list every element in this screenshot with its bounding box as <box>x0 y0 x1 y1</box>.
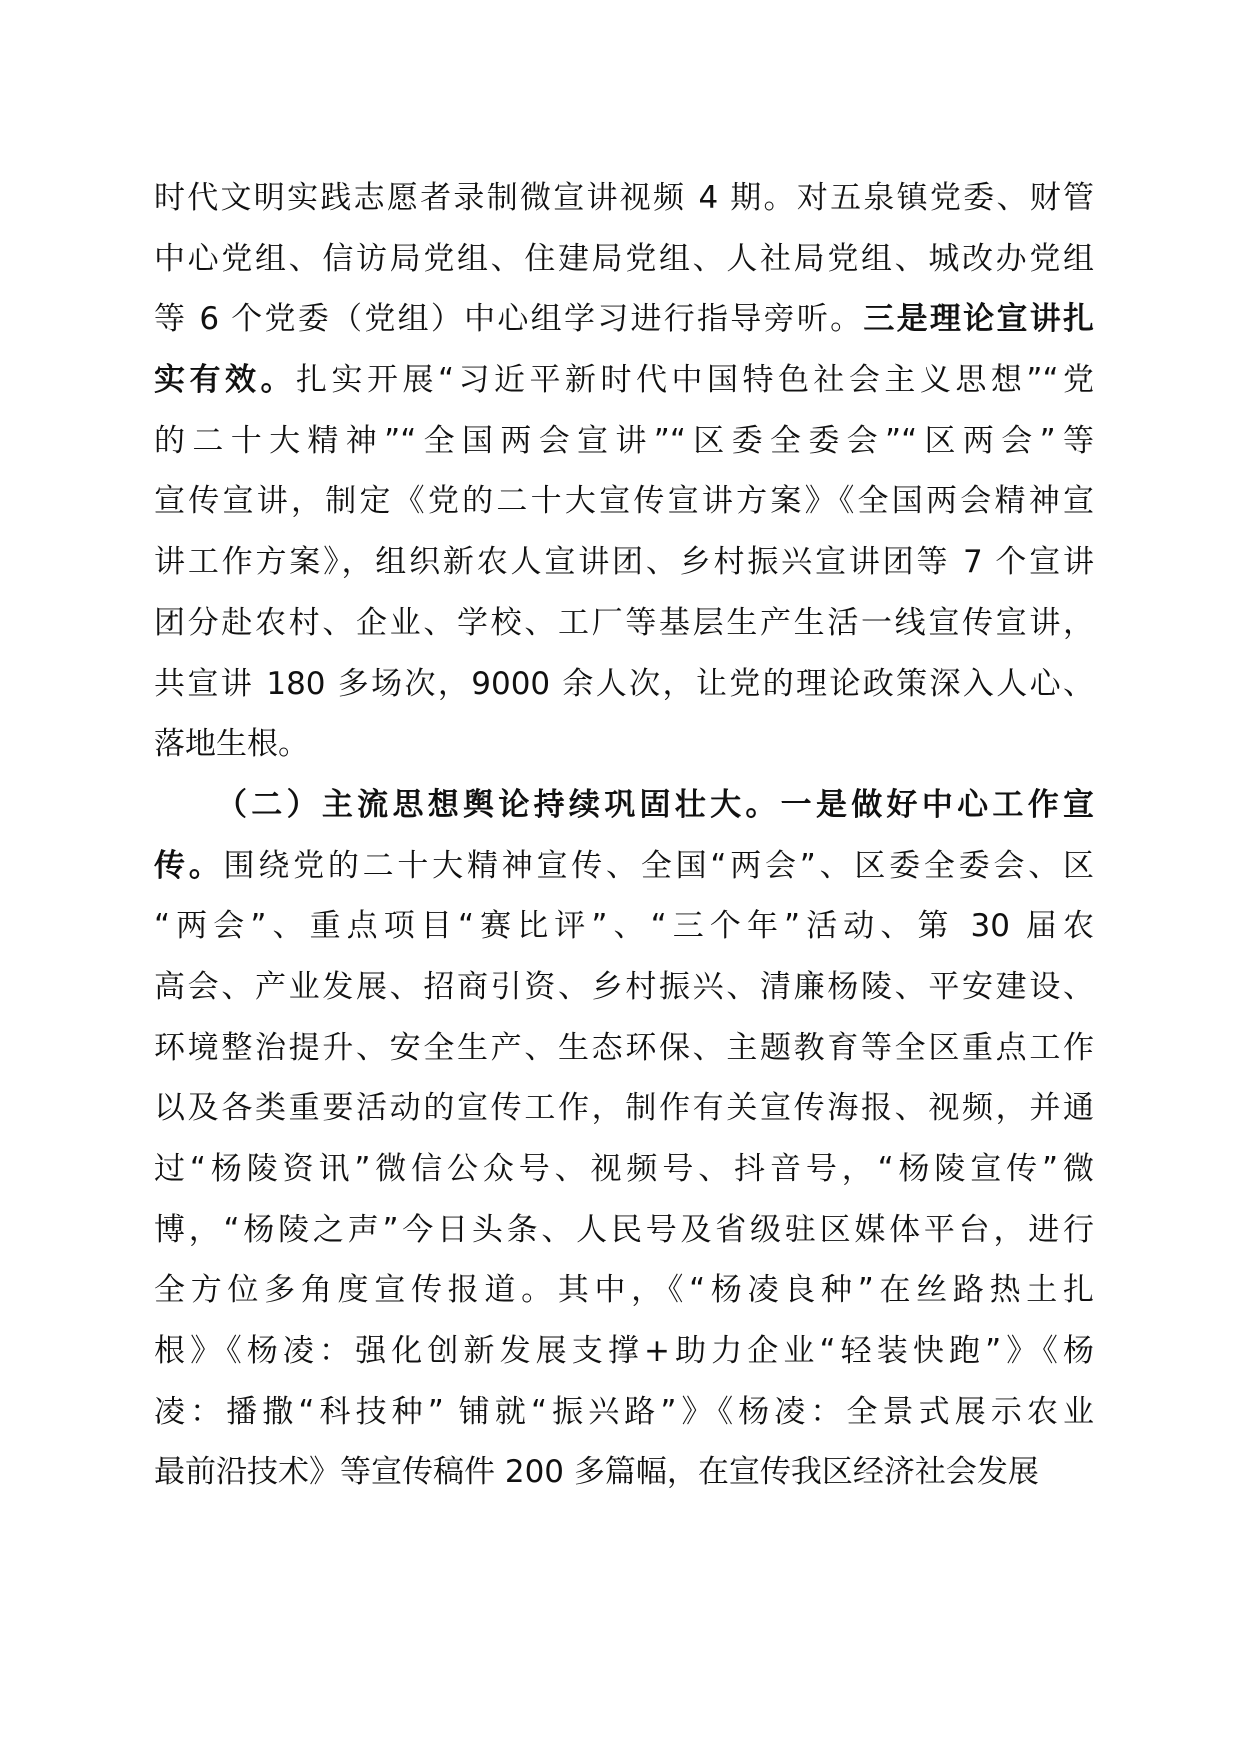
text-line <box>154 1442 1094 1503</box>
text-line <box>154 957 1094 1018</box>
text-run: 共宣讲 180 多场次，9000 余人次，让党的理论政策深入人心、 <box>154 665 1094 702</box>
text-line <box>154 836 1094 897</box>
text-line <box>154 350 1094 411</box>
text-run: 讲工作方案》，组织新农人宣讲团、乡村振兴宣讲团等 7 个宣讲 <box>154 544 1094 581</box>
text-line <box>154 229 1094 290</box>
text-line <box>154 775 1094 836</box>
text-run: 全方位多角度宣传报道。其中，《“杨凌良种”在丝路热土扎 <box>154 1272 1094 1309</box>
text-run: 扎实开展“习近平新时代中国特色社会主义思想”“党 <box>295 362 1095 399</box>
text-line <box>154 1200 1094 1261</box>
text-line <box>154 1382 1094 1443</box>
text-run: 的二十大精神”“全国两会宣讲”“区委全委会”“区两会”等 <box>154 422 1094 459</box>
text-line <box>154 471 1094 532</box>
bold-text: 实有效。 <box>154 362 296 399</box>
text-run: 落地生根。 <box>154 726 309 763</box>
text-line <box>154 1260 1094 1321</box>
text-run: 中心党组、信访局党组、住建局党组、人社局党组、城改办党组 <box>154 240 1094 277</box>
text-run: 等 6 个党委（党组）中心组学习进行指导旁听。 <box>154 301 864 338</box>
text-line <box>154 896 1094 957</box>
text-line <box>154 714 1094 775</box>
text-run: 宣传宣讲，制定《党的二十大宣传宣讲方案》《全国两会精神宣 <box>154 483 1094 520</box>
bold-text: 三是理论宣讲扎 <box>863 301 1094 338</box>
text-run: 过“杨陵资讯”微信公众号、视频号、抖音号，“杨陵宣传”微 <box>154 1151 1094 1187</box>
text-line <box>154 1018 1094 1079</box>
text-line <box>154 593 1094 654</box>
text-line <box>154 168 1094 229</box>
text-run: 以及各类重要活动的宣传工作，制作有关宣传海报、视频，并通 <box>154 1090 1094 1127</box>
text-run: 围绕党的二十大精神宣传、全国“两会”、区委全委会、区 <box>223 847 1094 884</box>
text-line <box>154 1139 1094 1200</box>
text-line <box>154 532 1094 593</box>
text-run: 博，“杨陵之声”今日头条、人民号及省级驻区媒体平台，进行 <box>154 1211 1094 1248</box>
text-run: 时代文明实践志愿者录制微宣讲视频 4 期。对五泉镇党委、财管 <box>154 180 1094 216</box>
text-run: 凌：播撒“科技种” 铺就“振兴路”》《杨凌：全景式展示农业 <box>154 1393 1094 1430</box>
text-line <box>154 1321 1094 1382</box>
body-text <box>154 168 1094 1503</box>
bold-text: （二）主流思想舆论持续巩固壮大。一是做好中心工作宣 <box>216 786 1094 823</box>
text-run: 最前沿技术》等宣传稿件 200 多篇幅，在宣传我区经济社会发展 <box>154 1454 1039 1491</box>
text-run: 高会、产业发展、招商引资、乡村振兴、清廉杨陵、平安建设、 <box>154 968 1094 1005</box>
text-line <box>154 289 1094 350</box>
text-line <box>154 411 1094 472</box>
text-run: 根》《杨凌：强化创新发展支撑+助力企业“轻装快跑”》《杨 <box>154 1333 1094 1370</box>
text-run: 环境整治提升、安全生产、生态环保、主题教育等全区重点工作 <box>154 1029 1094 1066</box>
text-line <box>154 654 1094 715</box>
text-run: “两会”、重点项目“赛比评”、“三个年”活动、第 30 届农 <box>154 908 1094 945</box>
text-line <box>154 1078 1094 1139</box>
text-run: 团分赴农村、企业、学校、工厂等基层生产生活一线宣传宣讲， <box>154 604 1094 641</box>
bold-text: 传。 <box>154 847 224 884</box>
